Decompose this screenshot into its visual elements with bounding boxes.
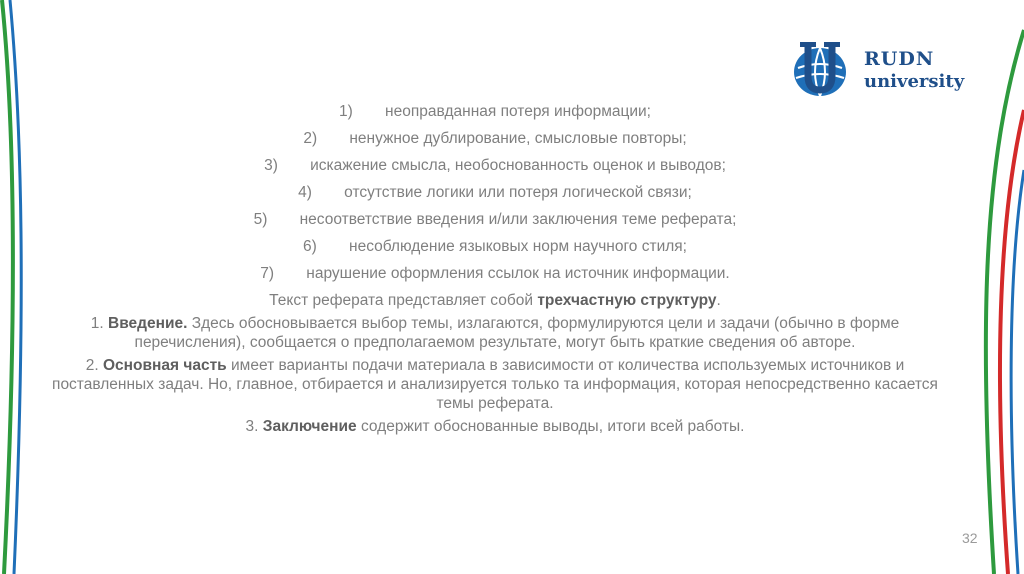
list-text: искажение смысла, необоснованность оценок и выводов;	[310, 157, 726, 174]
list-number: 4)	[298, 184, 312, 201]
list-item	[40, 260, 950, 287]
structure-bold: трехчастную структуру	[537, 292, 717, 309]
intro-prefix: 1.	[90, 315, 108, 332]
logo-text-university: university	[864, 71, 965, 92]
list-item	[40, 206, 950, 233]
list-text: нарушение оформления ссылок на источник информации.	[306, 265, 730, 282]
list-number: 7)	[260, 265, 275, 282]
left-decorative-lines	[0, 0, 40, 574]
conclusion-prefix: 3.	[245, 418, 263, 435]
intro-heading: Введение.	[108, 315, 188, 332]
list-number: 6)	[303, 238, 317, 255]
globe-emblem-icon	[790, 40, 852, 100]
intro-text: Здесь обосновывается выбор темы, излагаются, формулируются цели и задачи (обычно в форме перечисления), сообщается о предполагаемом результате, могут быть краткие сведения об авторе.	[134, 315, 900, 351]
list-item	[40, 98, 950, 125]
main-part-prefix: 2.	[85, 357, 103, 374]
list-item	[40, 179, 950, 206]
main-part-text: имеет варианты подачи материала в зависимости от количества используемых источников и поставленных задач. Но, главное, отбирается и анализируется только та информация, которая непосредственно касается темы реферата.	[52, 357, 938, 412]
conclusion-paragraph	[40, 417, 950, 436]
list-item	[40, 233, 950, 260]
structure-text: Текст реферата представляет собой	[269, 292, 538, 309]
list-number: 5)	[253, 211, 268, 228]
list-text: ненужное дублирование, смысловые повторы;	[349, 130, 687, 147]
list-item	[40, 125, 950, 152]
list-number: 2)	[303, 130, 318, 147]
page-number: 32	[962, 530, 978, 546]
rudn-logo	[790, 40, 990, 100]
main-part-paragraph	[40, 356, 950, 413]
list-number: 1)	[339, 103, 353, 120]
conclusion-heading: Заключение	[262, 418, 357, 435]
conclusion-text: содержит обоснованные выводы, итоги всей работы.	[356, 418, 745, 435]
logo-text-rudn: RUDN	[864, 48, 935, 70]
structure-paragraph	[40, 291, 950, 310]
list-text: неоправданная потеря информации;	[385, 103, 651, 120]
list-item	[40, 152, 950, 179]
list-text: несоответствие введения и/или заключения теме реферата;	[299, 211, 737, 228]
slide-content	[40, 98, 950, 440]
main-part-heading: Основная часть	[102, 357, 227, 374]
structure-end: .	[716, 292, 721, 309]
intro-paragraph	[40, 314, 950, 352]
list-text: отсутствие логики или потеря логической связи;	[344, 184, 692, 201]
list-text: несоблюдение языковых норм научного стиля;	[349, 238, 687, 255]
list-number: 3)	[264, 157, 278, 174]
